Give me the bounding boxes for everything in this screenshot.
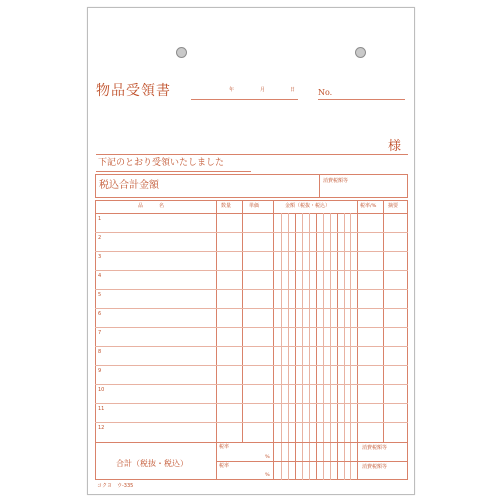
month-label: 月 [260,87,266,93]
total-incl-tax-label: 税込合計金額 [99,180,159,191]
col-divider-price [273,200,274,442]
footer-consumption-tax-2: 消費税額等 [362,464,388,470]
received-statement: 下記のとおり受領いたしました [98,158,225,168]
header-remarks: 摘要 [388,203,399,209]
row-number: 2 [98,235,102,241]
footer-midline [216,461,408,462]
header-tax-rate: 税率/% [360,203,377,209]
row-number: 4 [98,273,102,279]
header-quantity: 数量 [221,203,232,209]
table-row [95,365,408,366]
footer-total-label: 合計（税抜・税込） [116,459,188,468]
footer-percent-2: % [265,472,270,478]
row-number: 11 [98,406,105,412]
number-underline [318,99,405,100]
receipt-form-sheet [87,7,415,495]
col-divider-name [216,200,217,480]
col-divider-amount [357,200,358,480]
table-row [95,327,408,328]
row-number: 1 [98,216,102,222]
row-number: 12 [98,425,105,431]
row-number: 3 [98,254,102,260]
table-row [95,346,408,347]
footer-tax-rate-2: 税率 [219,463,230,469]
table-row [95,422,408,423]
consumption-tax-label: 消費税額等 [323,178,349,184]
recipient-underline [96,154,408,155]
received-underline [96,171,251,172]
table-row [95,251,408,252]
col-divider-qty [242,200,243,442]
table-row [95,270,408,271]
items-footer-divider [95,442,408,443]
total-box-divider [319,174,320,198]
year-label: 年 [229,87,235,93]
row-number: 10 [98,387,105,393]
table-row [95,308,408,309]
footer-consumption-tax-1: 消費税額等 [362,445,388,451]
table-row [95,232,408,233]
table-row [95,289,408,290]
table-row [95,403,408,404]
table-row [95,384,408,385]
table-header-bottom [95,213,408,214]
form-title: 物品受領書 [96,83,171,99]
row-number: 9 [98,368,102,374]
date-underline [191,99,298,100]
row-number: 5 [98,292,102,298]
col-divider-rate [383,200,384,442]
row-number: 8 [98,349,102,355]
items-table [95,200,408,480]
footer-rate-divider [273,442,274,480]
header-item-name: 品 名 [138,203,167,209]
footer-percent-1: % [265,454,270,460]
binding-hole-left [176,47,187,58]
row-number: 7 [98,330,102,336]
header-amount: 金額（税抜・税込） [285,203,331,209]
binding-hole-right [355,47,366,58]
header-unit-price: 単価 [249,203,260,209]
honorific-sama: 様 [388,139,402,154]
product-code: コクヨ ウ-335 [97,483,134,489]
number-label: No. [318,88,333,97]
row-number: 6 [98,311,102,317]
day-label: 日 [290,87,296,93]
footer-tax-rate-1: 税率 [219,444,230,450]
